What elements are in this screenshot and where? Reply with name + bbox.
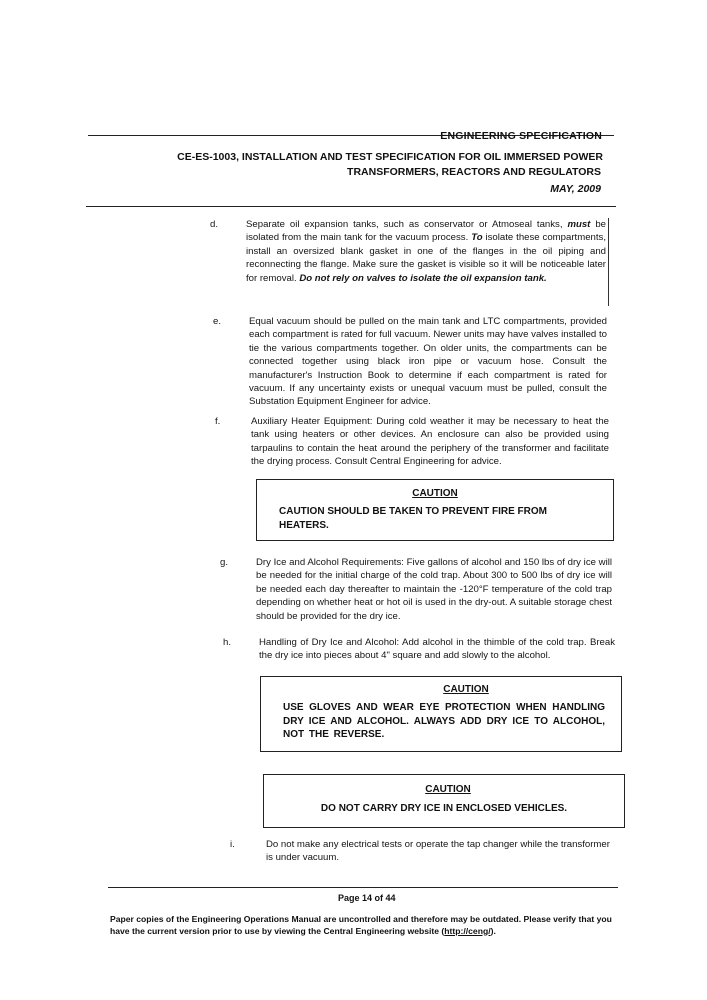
item-letter: e.: [213, 316, 222, 327]
item-text: Separate oil expansion tanks, such as conservator or Atmoseal tanks, must be isolated from the main tank for the vacuum process. To isolate these compartments, install an oversized blank gasket in one of the flanges in the oil piping and reconnecting the flange. Make sure the gasket is visible so it will be noticeable later for removal. Do not rely on valves to isolate the oil expansion tank.: [246, 219, 606, 284]
list-item-d: [210, 218, 606, 285]
list-item-f: [215, 415, 609, 469]
item-letter: h.: [223, 637, 232, 648]
page-number: Page 14 of 44: [338, 893, 396, 903]
caution-box-gloves: [260, 676, 622, 752]
list-item-h: [223, 636, 615, 663]
list-item-g: [220, 556, 612, 623]
header-rule-bottom: [86, 206, 616, 207]
item-text: Handling of Dry Ice and Alcohol: Add alcohol in the thimble of the cold trap. Break the dry ice into pieces about 4" square and add slowly to the alcohol.: [259, 637, 615, 662]
caution-title: CAUTION: [412, 488, 458, 499]
revision-change-bar: [608, 218, 609, 306]
caution-box-fire: [256, 479, 614, 541]
spec-date: MAY, 2009: [550, 183, 601, 195]
item-text: Auxiliary Heater Equipment: During cold weather it may be necessary to heat the tank using heaters or other devices. An enclosure can also be provided using tarpaulins to contain the heat around the periphery of the transformer and facilitate the drying process. Consult Central Engineering for advice.: [251, 416, 609, 468]
item-text: Equal vacuum should be pulled on the main tank and LTC compartments, provided each compartment is rated for full vacuum. Newer units may have valves installed to tie the various compartments together. On older units, the compartments can be connected together using black iron pipe or vacuum hose. Consult the manufacturer's Instruction Book to determine if each compartment is rated for vacuum. If any uncertainty exists or unequal vacuum must be pulled, consult the Substation Equipment Engineer for advice.: [249, 316, 607, 408]
footer-disclaimer: Paper copies of the Engineering Operations Manual are uncontrolled and therefore may be outdated. Please verify that you have the current version prior to use by viewing the Central Engineering website (http://ceng/).: [110, 914, 612, 936]
spec-subtitle-line1: CE-ES-1003, INSTALLATION AND TEST SPECIFICATION FOR OIL IMMERSED POWER: [177, 151, 603, 163]
item-text: Dry Ice and Alcohol Requirements: Five gallons of alcohol and 150 lbs of dry ice will be needed for the initial charge of the cold trap. About 300 to 500 lbs of dry ice will be needed each day thereafter to maintain the -120°F temperature of the cold trap depending on whether heat or hot oil is used in the dry-out. A suitable storage chest should be provided for the dry ice.: [256, 557, 612, 622]
spec-subtitle-line2: TRANSFORMERS, REACTORS AND REGULATORS: [347, 166, 601, 178]
caution-title: CAUTION: [443, 684, 489, 695]
item-letter: g.: [220, 557, 229, 568]
footer-rule: [108, 887, 618, 888]
list-item-i: [230, 838, 616, 865]
caution-box-vehicles: [263, 774, 625, 828]
caution-title: CAUTION: [425, 784, 471, 795]
item-letter: f.: [215, 416, 221, 427]
caution-text: DO NOT CARRY DRY ICE IN ENCLOSED VEHICLES.: [320, 803, 568, 814]
item-text: Do not make any electrical tests or operate the tap changer while the transformer is under vacuum.: [266, 839, 610, 864]
central-engineering-link[interactable]: http://ceng/: [444, 925, 491, 936]
spec-title: ENGINEERING SPECIFICATION: [440, 130, 602, 142]
item-letter: d.: [210, 219, 219, 230]
item-letter: i.: [230, 839, 235, 850]
caution-text: CAUTION SHOULD BE TAKEN TO PREVENT FIRE FROM HEATERS.: [279, 506, 547, 531]
caution-text: USE GLOVES AND WEAR EYE PROTECTION WHEN HANDLING DRY ICE AND ALCOHOL. ALWAYS ADD DRY ICE TO ALCOHOL, NOT THE REVERSE.: [283, 702, 605, 740]
list-item-e: [213, 315, 607, 409]
